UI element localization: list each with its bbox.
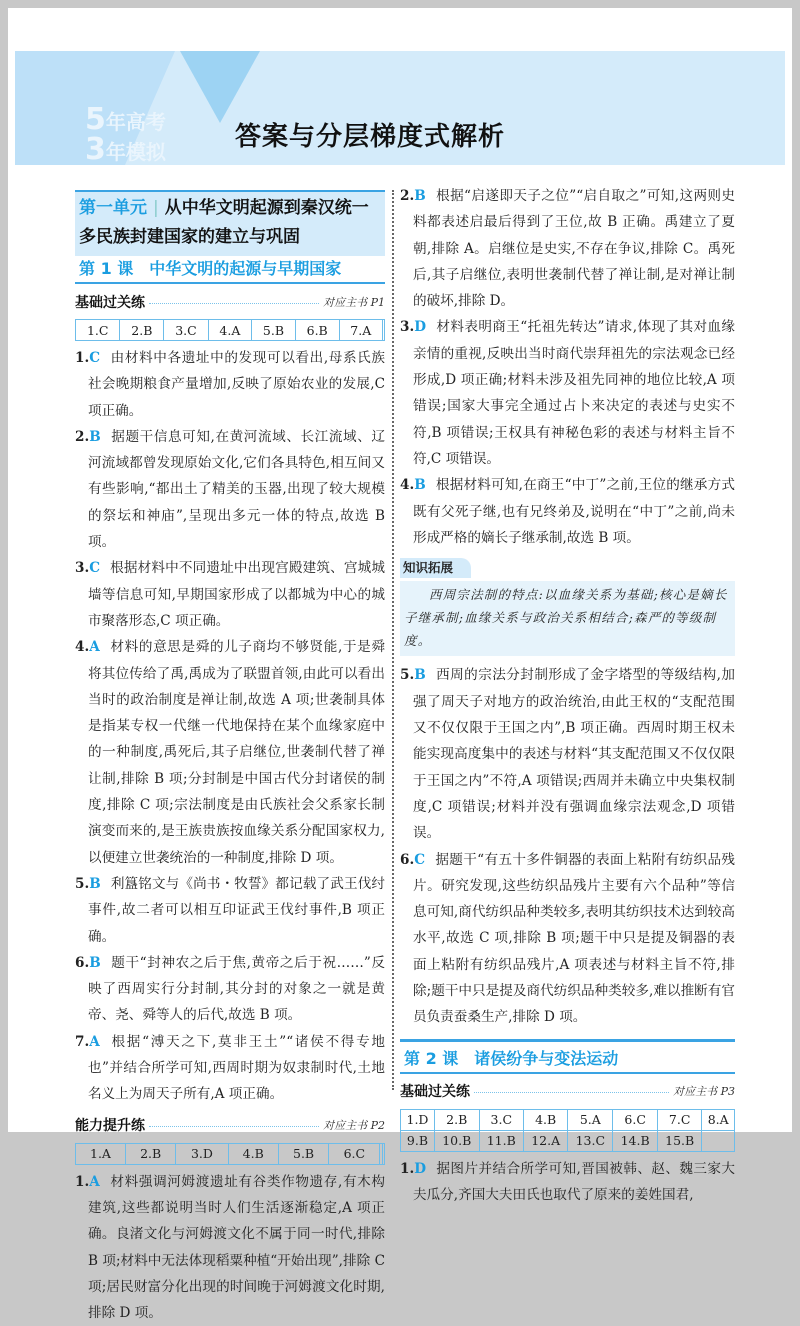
item-text: 据题干信息可知,在黄河流域、长江流域、辽河流域都曾发现原始文化,它们各具特色,相互间又有些影响,“都出土了精美的玉器,出现了较大规模的祭坛和神庙”,呈现出多元一体的特点,故选 B 项。 — [88, 428, 385, 551]
answer-cell: 8.A — [702, 1109, 735, 1130]
answer-cell: 4.B — [524, 1109, 568, 1130]
logo — [85, 102, 166, 165]
answer-explanation — [400, 472, 735, 551]
knowledge-heading: 知识拓展 — [400, 558, 471, 578]
answer-cell: 1.A — [76, 1143, 126, 1164]
dotted-leader — [149, 1126, 319, 1127]
answer-table — [400, 1109, 735, 1152]
unit-header — [75, 190, 385, 256]
left-column — [75, 190, 385, 1326]
item-number: 1. — [75, 350, 90, 366]
divider: | — [153, 198, 159, 218]
answer-cell: 6.B — [295, 320, 339, 341]
unit-label: 第一单元 — [79, 198, 147, 218]
answer-cell: 2.B — [434, 1109, 479, 1130]
answer-table — [75, 1143, 385, 1165]
answer-explanation — [75, 345, 385, 424]
answer-cell: 6.C — [613, 1109, 658, 1130]
dotted-leader — [474, 1092, 669, 1093]
right-column — [400, 183, 735, 1208]
answer-cell: 5.B — [278, 1143, 328, 1164]
item-text: 西周的宗法分封制形成了金字塔型的等级结构,加强了周天子对地方的政治统治,由此王权的“支配范围又不仅仅限于王国之内”,B 项正确。西周时期王权未能实现高度集中的表述与材料“其支配范围又不仅仅限于王国之内”不符,A 项错误;西周并未确立中央集权制度,C 项错误;材料并没有强调血缘宗法观念,D 项错误。 — [413, 667, 735, 842]
header-banner — [15, 51, 785, 165]
page-reference: 对应主书 P3 — [673, 1085, 735, 1099]
item-number: 3. — [75, 560, 90, 577]
item-number: 2. — [400, 188, 415, 204]
item-answer: B — [89, 875, 101, 892]
item-answer: C — [89, 350, 101, 366]
answer-explanation — [400, 1156, 735, 1209]
answer-explanation — [400, 847, 735, 1031]
answer-explanation — [75, 424, 385, 555]
item-text: 材料表明商王“托祖先转达”请求,体现了其对血缘亲情的重视,反映出当时商代崇拜祖先的宗法观念已经形成,D 项正确;材料未涉及祖先同神的地位比较,A 项错误;国家大事完全通过占卜来决定的表述与史实不符,B 项错误;王权具有神秘色彩的表述与材料主旨不符,C 项错误。 — [413, 319, 735, 467]
lesson-title: 第 1 课 中华文明的起源与早期国家 — [75, 256, 385, 284]
answer-cell: 1.D — [401, 1109, 435, 1130]
item-text: 据题干“有五十多件铜器的表面上粘附有纺织品残片。研究发现,这些纺织品残片主要有六个品种”等信息可知,商代纺织品种类较多,表明其纺织技术达到较高水平,故选 C 项,排除 B 项;题干中只是提及铜器的表面上粘附有纺织品残片,A 项表述与材料主旨不符,排除;题干中只是提及商代纺织品种类较多,难以推断有官员负责蚕桑生产,排除 D 项。 — [413, 851, 735, 1026]
item-text: 题干“封神农之后于焦,黄帝之后于祝……”反映了西周实行分封制,其分封的对象之一就是黄帝、尧、舜等人的后代,故选 B 项。 — [88, 954, 385, 1024]
section-title: 能力提升练 — [75, 1118, 145, 1135]
item-number: 7. — [75, 1033, 90, 1050]
item-text: 根据“启遂即天子之位”“启自取之”可知,这两则史料都表述启最后得到了王位,故 B 正确。禹建立了夏朝,排除 A。启继位是史实,不存在争议,排除 C。禹死后,其子启继位,表明世袭制代替了禅让制,是对禅让制的破坏,排除 D。 — [413, 188, 735, 310]
item-answer: B — [414, 667, 426, 684]
answer-explanation — [400, 314, 735, 472]
section-title: 基础过关练 — [400, 1084, 470, 1101]
item-answer: D — [414, 319, 426, 336]
answer-explanation — [75, 871, 385, 950]
knowledge-body: 西周宗法制的特点:以血缘关系为基础;核心是嫡长子继承制;血缘关系与政治关系相结合;森严的等级制度。 — [400, 581, 735, 656]
item-text: 利簋铭文与《尚书・牧誓》都记载了武王伐纣事件,故二者可以相互印证武王伐纣事件,B 项正确。 — [88, 875, 385, 945]
answer-cell: 3.C — [164, 320, 208, 341]
answer-explanation — [75, 1029, 385, 1108]
answer-cell: 10.B — [434, 1130, 479, 1151]
item-answer: A — [89, 1173, 100, 1190]
item-answer: C — [414, 851, 426, 868]
item-answer: A — [89, 1033, 100, 1050]
answer-explanation — [75, 950, 385, 1029]
item-answer: C — [89, 560, 101, 577]
answer-cell: 3.D — [176, 1143, 228, 1164]
item-text: 由材料中各遗址中的发现可以看出,母系氏族社会晚期粮食产量增加,反映了原始农业的发展,C 项正确。 — [88, 350, 385, 419]
item-text: 根据“溥天之下,莫非王土”“诸侯不得专地也”并结合所学可知,西周时期为奴隶制时代,土地名义上为周天子所有,A 项正确。 — [88, 1033, 385, 1103]
answer-cell: 4.A — [208, 320, 251, 341]
item-number: 1. — [400, 1160, 415, 1177]
answer-cell: 3.C — [479, 1109, 524, 1130]
answer-cell: 7.A — [339, 320, 382, 341]
answer-cell: 7.C — [657, 1109, 702, 1130]
answer-cell: 5.B — [252, 320, 296, 341]
item-text: 根据材料中不同遗址中出现宫殿建筑、宫城城墙等信息可知,早期国家形成了以都城为中心的城市聚落形态,C 项正确。 — [88, 560, 385, 629]
item-number: 3. — [400, 319, 415, 336]
item-answer: B — [414, 477, 426, 494]
page-reference: 对应主书 P2 — [323, 1119, 385, 1133]
answer-cell — [382, 320, 384, 341]
answer-cell: 14.B — [613, 1130, 658, 1151]
logo-text: 年高考 — [105, 110, 166, 134]
item-number: 5. — [75, 875, 90, 892]
knowledge-box — [400, 555, 735, 656]
logo-digit: 5 — [85, 102, 106, 137]
page-title: 答案与分层梯度式解析 — [235, 122, 506, 152]
item-number: 4. — [400, 477, 415, 494]
section-title: 基础过关练 — [75, 294, 145, 311]
column-divider — [392, 190, 394, 1090]
section-header — [75, 290, 385, 316]
item-answer: B — [414, 188, 426, 204]
answer-cell: 4.B — [228, 1143, 278, 1164]
answer-cell — [382, 1143, 384, 1164]
answer-explanation — [75, 634, 385, 871]
item-number: 5. — [400, 667, 415, 684]
item-answer: A — [89, 639, 100, 656]
item-number: 1. — [75, 1173, 90, 1190]
lesson-title: 第 2 课 诸侯纷争与变法运动 — [400, 1039, 735, 1074]
answer-cell — [702, 1130, 735, 1151]
answer-cell: 5.A — [568, 1109, 613, 1130]
section-header — [400, 1080, 735, 1106]
item-number: 6. — [400, 851, 415, 868]
unit-title: 从中华文明起源到秦汉统一多民族封建国家的建立与巩固 — [79, 198, 369, 247]
item-answer: B — [89, 428, 101, 445]
item-number: 6. — [75, 954, 90, 971]
answer-explanation — [400, 183, 735, 314]
answer-explanation — [75, 555, 385, 634]
item-text: 材料强调河姆渡遗址有谷类作物遗存,有木构建筑,这些都说明当时人们生活逐渐稳定,A 项正确。良渚文化与河姆渡文化不属于同一时代,排除 B 项;材料中无法体现稻粟种植“开始出现”,排除 C 项;居民财富分化出现的时间晚于河姆渡文化时期,排除 D 项。 — [88, 1173, 385, 1322]
answer-cell: 11.B — [479, 1130, 524, 1151]
answer-cell: 6.C — [329, 1143, 380, 1164]
answer-cell: 12.A — [524, 1130, 568, 1151]
section-header — [75, 1114, 385, 1140]
answer-cell: 9.B — [401, 1130, 435, 1151]
answer-cell: 2.B — [125, 1143, 175, 1164]
logo-digit: 3 — [85, 132, 106, 165]
item-answer: B — [89, 954, 101, 971]
answer-cell: 2.B — [120, 320, 164, 341]
item-text: 据图片并结合所学可知,晋国被韩、赵、魏三家大夫瓜分,齐国大夫田氏也取代了原来的姜姓国君, — [413, 1160, 735, 1203]
item-number: 4. — [75, 639, 90, 656]
answer-cell: 13.C — [568, 1130, 613, 1151]
banner-triangle — [170, 51, 270, 123]
answer-cell: 1.C — [76, 320, 120, 341]
answer-explanation — [75, 1169, 385, 1326]
answer-explanation — [400, 662, 735, 846]
item-text: 材料的意思是舜的儿子商均不够贤能,于是舜将其位传给了禹,禹成为了联盟首领,由此可以看出当时的政治制度是禅让制,故选 A 项;世袭制具体是指某专权一代继一代地保持在某个血缘家庭中的一种制度,禹死后,其子启继位,世袭制代替了禅让制,排除 B 项;分封制是中国古代分封诸侯的制度,排除 C 项;宗法制度是由氏族社会父系家长制演变而来的,是王族贵族按血缘关系分配国家权力,以便建立世袭统治的一种制度,排除 D 项。 — [88, 639, 385, 866]
item-text: 根据材料可知,在商王“中丁”之前,王位的继承方式既有父死子继,也有兄终弟及,说明在“中丁”之前,尚未形成严格的嫡长子继承制,故选 B 项。 — [413, 477, 735, 546]
logo-text: 年模拟 — [105, 140, 166, 164]
item-number: 2. — [75, 428, 90, 445]
answer-cell: 15.B — [657, 1130, 702, 1151]
item-answer: D — [414, 1160, 426, 1177]
dotted-leader — [149, 303, 319, 304]
answer-table — [75, 319, 385, 341]
page-reference: 对应主书 P1 — [323, 295, 385, 309]
